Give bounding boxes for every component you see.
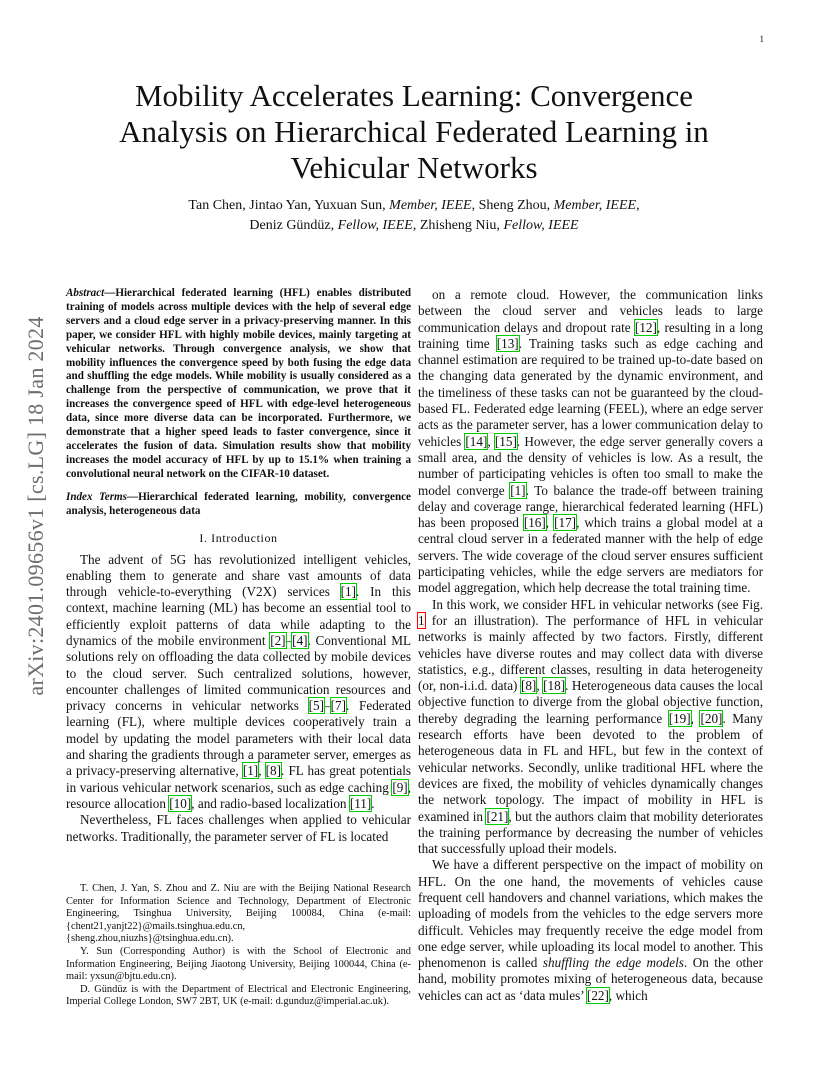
body-paragraph: on a remote cloud. However, the communication links between the cloud server and vehicles leads to large communication delays and dropout rate [12], resulting in a long training time [13]. Training tasks such as edge caching and channel estimation are required to be trained up-to-date based on the changing data generated by the dynamic environment, and the timeliness of these tasks can not be guaranteed by the cloud-based FL. Federated edge learning (FEEL), where an edge server acts as the parameter server, has a lower communication delay to vehicles [14], [15]. However, the edge server generally covers a small area, and the density of vehicles is low. As a result, the number of participating vehicles is often too small to make the model converge [1]. To balance the trade-off between training delay and coverage range, hierarchical federated learning (HFL) has been proposed [16], [17], which trains a global model at a central cloud server in a federated manner with the help of edge servers. The wide coverage of the cloud server ensures sufficient participating vehicles, while the edge servers are mediators for model aggregation, which help decrease the total training time. bbox=[418, 287, 764, 596]
body-paragraph: The advent of 5G has revolutionized intelligent vehicles, enabling them to generate and share vast amounts of data through vehicle-to-everything (V2X) services [1]. In this context, machine learning (ML) has become an essential tool to efficiently exploit patterns of data while adapting to the dynamics of the mobile environment [2]–[4]. Conventional ML solutions rely on offloading the data collected by mobile devices to the cloud server. Such centralized solutions, however, encounter challenges of limited communication resources and privacy concerns in vehicular networks [5]–[7]. Federated learning (FL), where multiple devices cooperatively train a model by updating the model parameters with their local data and sharing the gradients through a parameter server, emerges as a privacy-preserving alternative, [1], [8]. FL has great potentials in various vehicular network scenarios, such as edge caching [9], resource allocation [10], and radio-based localization [11]. bbox=[66, 551, 412, 811]
right-body-text bbox=[418, 287, 763, 1004]
citation-link[interactable]: [9] bbox=[392, 779, 408, 795]
body-paragraph: Nevertheless, FL faces challenges when applied to vehicular networks. Traditionally, the parameter server of FL is located bbox=[66, 812, 411, 844]
page-number: 1 bbox=[759, 34, 764, 44]
citation-link[interactable]: [13] bbox=[496, 335, 519, 351]
section-heading: I. Introduction bbox=[199, 530, 278, 545]
body-paragraph: We have a different perspective on the impact of mobility on HFL. On the one hand, the movements of vehicles cause frequent cell handovers and channel variations, which makes the uploading of models from the vehicles to the edge servers more difficult. Vehicles may frequently receive the edge model from one edge server, while uploading its local model to another. This phenomenon is called shuffling the edge models. On the other hand, mobility promotes mixing of heterogeneous data, because vehicles can act as ‘data mules’ [22], which bbox=[418, 857, 764, 1003]
footnote-affiliation-1: T. Chen, J. Yan, S. Zhou and Z. Niu are with the Beijing National Research Center for Information Science and Technology, Department of Electronic Engineering, Tsinghua University, Beijing 100084, China (e-mail: {chent21,yanjt22}@mails.tsinghua.edu.cn, {sheng.zhou,niuzhs}@tsinghua.edu.cn). bbox=[66, 883, 411, 945]
emphasis-text: shuffling the edge models bbox=[542, 955, 684, 971]
citation-link[interactable]: [14] bbox=[465, 433, 488, 449]
index-terms-text: —Hierarchical federated learning, mobility, convergence analysis, heterogeneous data bbox=[66, 490, 411, 517]
citation-link[interactable]: [21] bbox=[486, 808, 509, 824]
citation-link[interactable]: [17] bbox=[554, 515, 577, 531]
citation-link[interactable]: [8] bbox=[520, 678, 537, 694]
citation-link[interactable]: [16] bbox=[523, 515, 546, 531]
citation-link[interactable]: [2] bbox=[270, 632, 286, 648]
abstract bbox=[66, 287, 411, 482]
citation-link[interactable]: [1] bbox=[242, 763, 259, 779]
author-affiliation: Member, IEEE bbox=[553, 198, 637, 213]
figure-ref-link[interactable]: 1 bbox=[418, 612, 425, 628]
author-names: , Sheng Zhou, bbox=[471, 198, 554, 213]
author-line-1 bbox=[120, 196, 708, 216]
index-terms-label: Index Terms bbox=[66, 490, 127, 503]
citation-link[interactable]: [19] bbox=[668, 710, 691, 726]
citation-link[interactable]: [20] bbox=[700, 710, 723, 726]
footnotes bbox=[66, 883, 411, 1009]
citation-link[interactable]: [5] bbox=[308, 698, 325, 714]
author-affiliation: Member, IEEE bbox=[389, 198, 472, 213]
author-line-2 bbox=[120, 216, 708, 236]
author-separator: , bbox=[636, 198, 640, 213]
author-block bbox=[120, 196, 708, 236]
body-paragraph: In this work, we consider HFL in vehicular networks (see Fig. 1 for an illustration). The performance of HFL in vehicular networks is mainly affected by two factors. Firstly, different vehicles have diverse routes and may collect data with diverse statistics, e.g., different classes, resulting in data heterogeneity (or, non-i.i.d. data) [8], [18]. Heterogeneous data causes the local objective function to diverge from the global objective function, thereby degrading the learning performance [19], [20]. Many research efforts have been devoted to the problem of heterogeneous data in FL and HFL, but few in the context of vehicular networks. Secondly, unlike traditional HFL where the devices are fixed, the mobility of vehicles dynamically changes the network topology. The impact of mobility in HFL is examined in [21], but the authors claim that mobility deteriorates the training performance by decreasing the number of vehicles that successfully upload their models. bbox=[418, 596, 764, 857]
citation-link[interactable]: [15] bbox=[494, 433, 517, 449]
footnote-affiliation-3: D. Gündüz is with the Department of Electrical and Electronic Engineering, Imperial College London, SW7 2BT, UK (e-mail: d.gunduz@imperial.ac.uk). bbox=[66, 983, 411, 1008]
author-names: , Zhisheng Niu, bbox=[412, 218, 504, 233]
citation-link[interactable]: [8] bbox=[265, 763, 282, 779]
citation-link[interactable]: [12] bbox=[634, 319, 657, 335]
author-names: Deniz Gündüz, bbox=[249, 218, 338, 233]
citation-link[interactable]: [10] bbox=[169, 795, 192, 811]
abstract-text: —Hierarchical federated learning (HFL) enables distributed training of models across multiple devices with the help of several edge servers and a cloud edge server in a privacy-preserving manner. In this paper, we consider HFL with highly mobile devices, mainly targeting at vehicular networks. Through convergence analysis, we show that mobility influences the convergence speed by both fusing the edge data and shuffling the edge models. While mobility is usually considered as a challenge from the perspective of communication, we prove that it increases the convergence speed of HFL with edge-level heterogeneous data, since more diverse data can be incorporated. Furthermore, we demonstrate that a higher speed leads to faster convergence, since it accelerates the fusion of data. Simulation results show that mobility increases the model accuracy of HFL by up to 15.1% when training a convolutional neural network on the CIFAR-10 dataset. bbox=[66, 287, 411, 480]
citation-link[interactable]: [4] bbox=[292, 632, 308, 648]
citation-link[interactable]: [11] bbox=[349, 795, 372, 811]
paper-title: Mobility Accelerates Learning: Convergence Analysis on Hierarchical Federated Learning in Vehicular Networks bbox=[119, 78, 709, 185]
arxiv-watermark bbox=[22, 296, 50, 716]
left-column bbox=[66, 287, 411, 845]
index-terms bbox=[66, 491, 411, 519]
abstract-label: Abstract bbox=[66, 287, 105, 299]
left-body-text bbox=[66, 552, 411, 845]
author-affiliation: Fellow, IEEE bbox=[503, 218, 579, 233]
footnote-affiliation-2: Y. Sun (Corresponding Author) is with the School of Electronic and Information Engineering, Beijing Jiaotong University, Beijing 100044, China (e-mail: yxsun@bjtu.edu.cn). bbox=[66, 945, 411, 983]
citation-link[interactable]: [1] bbox=[510, 482, 526, 498]
arxiv-id: arXiv:2401.09656v1 [cs.LG] 18 Jan 2024 bbox=[23, 316, 48, 696]
author-affiliation: Fellow, IEEE bbox=[337, 218, 413, 233]
right-column bbox=[418, 287, 763, 1004]
author-names: Tan Chen, Jintao Yan, Yuxuan Sun, bbox=[188, 198, 390, 213]
citation-link[interactable]: [18] bbox=[543, 678, 566, 694]
citation-link[interactable]: [1] bbox=[340, 584, 357, 600]
citation-link[interactable]: [7] bbox=[330, 698, 346, 714]
citation-link[interactable]: [22] bbox=[586, 987, 609, 1003]
